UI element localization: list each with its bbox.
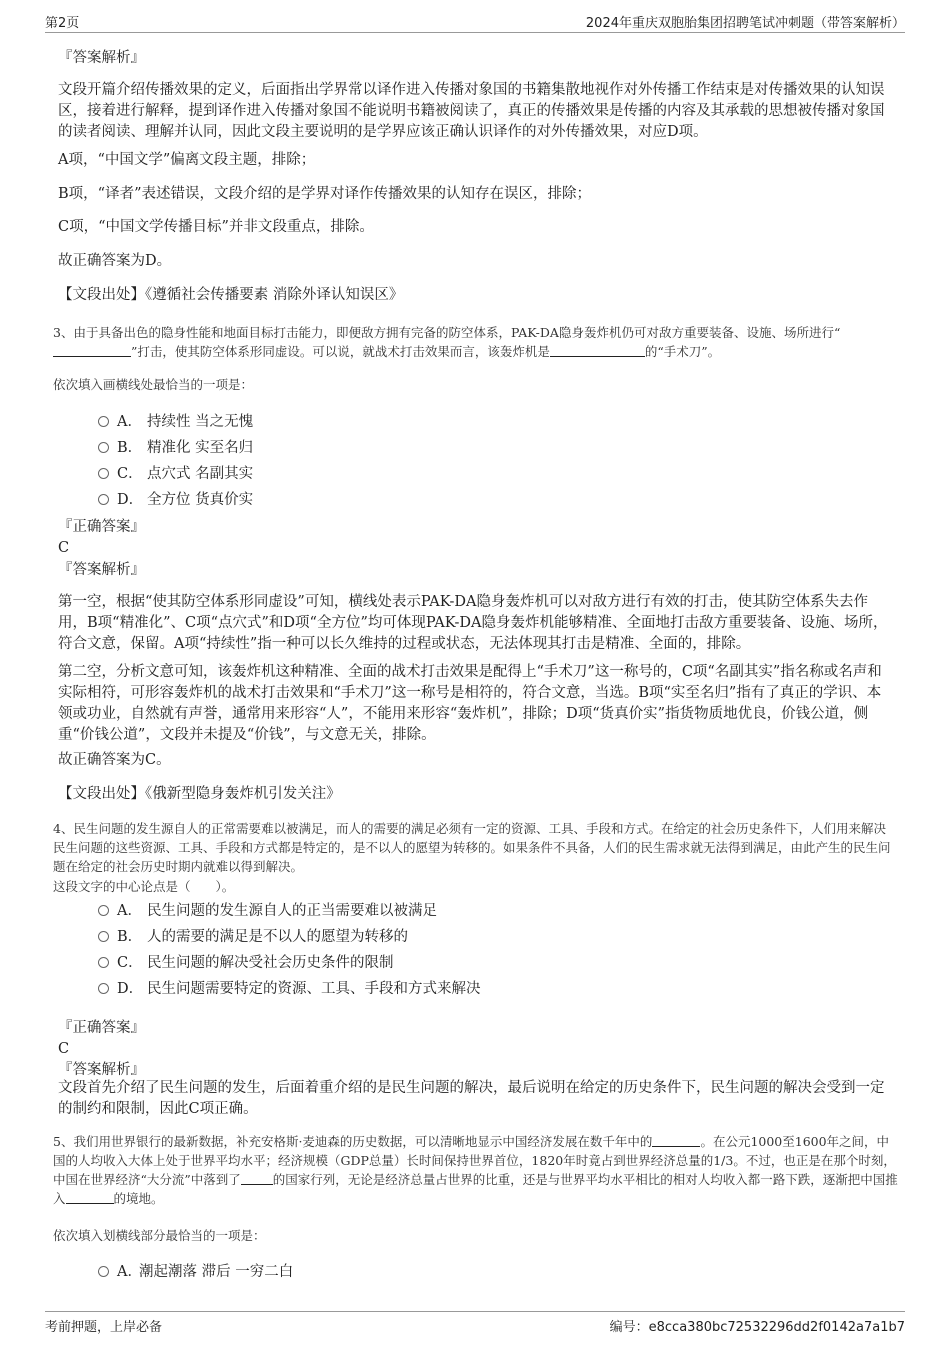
footer-slogan: 考前押题，上岸必备	[45, 1320, 163, 1335]
q5-blank-2	[241, 1172, 273, 1185]
q5-blank-1	[652, 1134, 700, 1147]
page-number: 第2页	[45, 16, 80, 31]
q5-stem-part2: 。在公元1000至1600年之间，中国的人均收入大体上处于世界平均水平；经济规模（GDP总量）长时间保持世界首位，1820年时竟占到世界经济总量的1/3。不过，也正是在那个时刻，中国在世界经济“大分流”中落到了	[53, 1134, 896, 1187]
q4-option-b[interactable]: B． 人的需要的满足是不以人的愿望为转移的	[98, 927, 408, 947]
q2-option-b-analysis: B项，“译者”表述错误，文段介绍的是学界对译作传播效果的认知存在误区，排除；	[58, 186, 591, 202]
q3-prompt: 依次填入画横线处最恰当的一项是：	[53, 377, 254, 392]
q3-stem-part1: 3、由于具备出色的隐身性能和地面目标打击能力，即便敌方拥有完备的防空体系，PAK-DA隐身轰炸机仍可对敌方重要装备、设施、场所进行“	[53, 325, 841, 340]
radio-icon[interactable]	[98, 1266, 109, 1277]
q2-option-a-analysis: A项，“中国文学”偏离文段主题，排除；	[58, 152, 316, 168]
page-header	[45, 12, 905, 33]
q4-stem: 4、民生问题的发生源自人的正常需要难以被满足，而人的需要的满足必须有一定的资源、工具、手段和方式。在给定的社会历史条件下，人们用来解决民生问题的这些资源、工具、手段和方式都是特定的，是不以人的愿望为转移的。如果条件不具备，人们的民生需求就无法得到满足，由此产生的民生问题在给定的社会历史时期内就难以得到解决。	[53, 821, 891, 874]
q5-blank-3	[66, 1191, 114, 1204]
q3-blank-1	[53, 344, 131, 357]
q5-stem-part1: 5、我们用世界银行的最新数据，补充安格斯·麦迪森的历史数据，可以清晰地显示中国经济发展在数千年中的	[53, 1134, 653, 1149]
q3-analysis-2: 第二空，分析文意可知，该轰炸机这种精准、全面的战术打击效果是配得上“手术刀”这一称号的，C项“名副其实”指名称或名声和实际相符，可形容轰炸机的战术打击效果和“手术刀”这一称号是相符的，符合文意，当选。B项“实至名归”指有了真正的学识、本领或功业，自然就有声誉，通常用来形容“人”，不能用来形容“轰炸机”，排除；D项“货真价实”指货物质地优良，价钱公道，侧重“价钱公道”，文段并未提及“价钱”，与文意无关，排除。	[58, 664, 882, 743]
q2-analysis-label: 『答案解析』	[58, 50, 145, 66]
q3-stem-part3: 的“手术刀”。	[644, 344, 721, 359]
q3-analysis-label: 『答案解析』	[58, 562, 145, 578]
q5-stem	[53, 1132, 898, 1208]
document-id: 编号：e8cca380bc72532296dd2f0142a7a1b7	[609, 1320, 905, 1335]
q5-stem-part3: 的国家行列，无论是经济总量占世界的比重，还是与世界平均水平相比的相对人均收入都一路下跌，逐渐把中国推入	[53, 1172, 898, 1206]
q3-source: 【文段出处】《俄新型隐身轰炸机引发关注》	[58, 786, 341, 802]
q5-option-a[interactable]: A．潮起潮落 滞后 一穷二白	[98, 1262, 293, 1282]
q4-option-a[interactable]: A． 民生问题的发生源自人的正当需要难以被满足	[98, 901, 437, 921]
q3-answer: C	[58, 540, 70, 556]
radio-icon[interactable]	[98, 494, 109, 505]
radio-icon[interactable]	[98, 442, 109, 453]
q4-prompt: 这段文字的中心论点是（ ）。	[53, 879, 235, 894]
radio-icon[interactable]	[98, 931, 109, 942]
radio-icon[interactable]	[98, 468, 109, 479]
q3-blank-2	[550, 344, 645, 357]
q3-option-b[interactable]: B． 精准化 实至名归	[98, 438, 253, 458]
q4-option-c[interactable]: C． 民生问题的解决受社会历史条件的限制	[98, 953, 394, 973]
q3-option-c[interactable]: C． 点穴式 名副其实	[98, 464, 253, 484]
q4-answer: C	[58, 1041, 70, 1057]
q3-stem	[53, 323, 898, 361]
radio-icon[interactable]	[98, 905, 109, 916]
q2-conclusion: 故正确答案为D。	[58, 253, 172, 269]
q3-option-a[interactable]: A． 持续性 当之无愧	[98, 412, 253, 432]
q4-analysis: 文段首先介绍了民生问题的发生，后面着重介绍的是民生问题的解决，最后说明在给定的历史条件下，民生问题的解决会受到一定的制约和限制，因此C项正确。	[58, 1080, 885, 1117]
q4-analysis-label: 『答案解析』	[58, 1062, 145, 1078]
document-title: 2024年重庆双胞胎集团招聘笔试冲刺题（带答案解析）	[585, 16, 905, 31]
q4-option-d[interactable]: D． 民生问题需要特定的资源、工具、手段和方式来解决	[98, 979, 481, 999]
q2-source: 【文段出处】《遵循社会传播要素 消除外译认知误区》	[58, 287, 404, 303]
q3-conclusion: 故正确答案为C。	[58, 752, 171, 768]
q3-answer-label: 『正确答案』	[58, 519, 145, 535]
q2-analysis-text: 文段开篇介绍传播效果的定义，后面指出学界常以译作进入传播对象国的书籍集散地视作对外传播工作结束是对传播效果的认知误区，接着进行解释，提到译作进入传播对象国不能说明书籍被阅读了，真正的传播效果是传播的内容及其承载的思想被传播对象国的读者阅读、理解并认同，因此文段主要说明的是学界应该正确认识译作的对外传播效果，对应D项。	[58, 82, 885, 140]
q2-option-c-analysis: C项，“中国文学传播目标”并非文段重点，排除。	[58, 219, 374, 235]
q4-answer-label: 『正确答案』	[58, 1020, 145, 1036]
q3-stem-part2: ”打击，使其防空体系形同虚设。可以说，就战术打击效果而言，该轰炸机是	[131, 344, 550, 359]
radio-icon[interactable]	[98, 957, 109, 968]
q3-option-d[interactable]: D． 全方位 货真价实	[98, 490, 253, 510]
radio-icon[interactable]	[98, 416, 109, 427]
q5-stem-part4: 的境地。	[113, 1191, 164, 1206]
page-footer	[45, 1311, 905, 1342]
radio-icon[interactable]	[98, 983, 109, 994]
q3-analysis-1: 第一空，根据“使其防空体系形同虚设”可知，横线处表示PAK-DA隐身轰炸机可以对敌方进行有效的打击，使其防空体系失去作用，B项“精准化”、C项“点穴式”和D项“全方位”均可体现PAK-DA隐身轰炸机能够精准、全面地打击敌方重要装备、设施、场所，符合文意，保留。A项“持续性”指一种可以长久维持的过程或状态，无法体现其打击是精准、全面的，排除。	[58, 594, 888, 652]
q5-prompt: 依次填入划横线部分最恰当的一项是：	[53, 1228, 266, 1243]
